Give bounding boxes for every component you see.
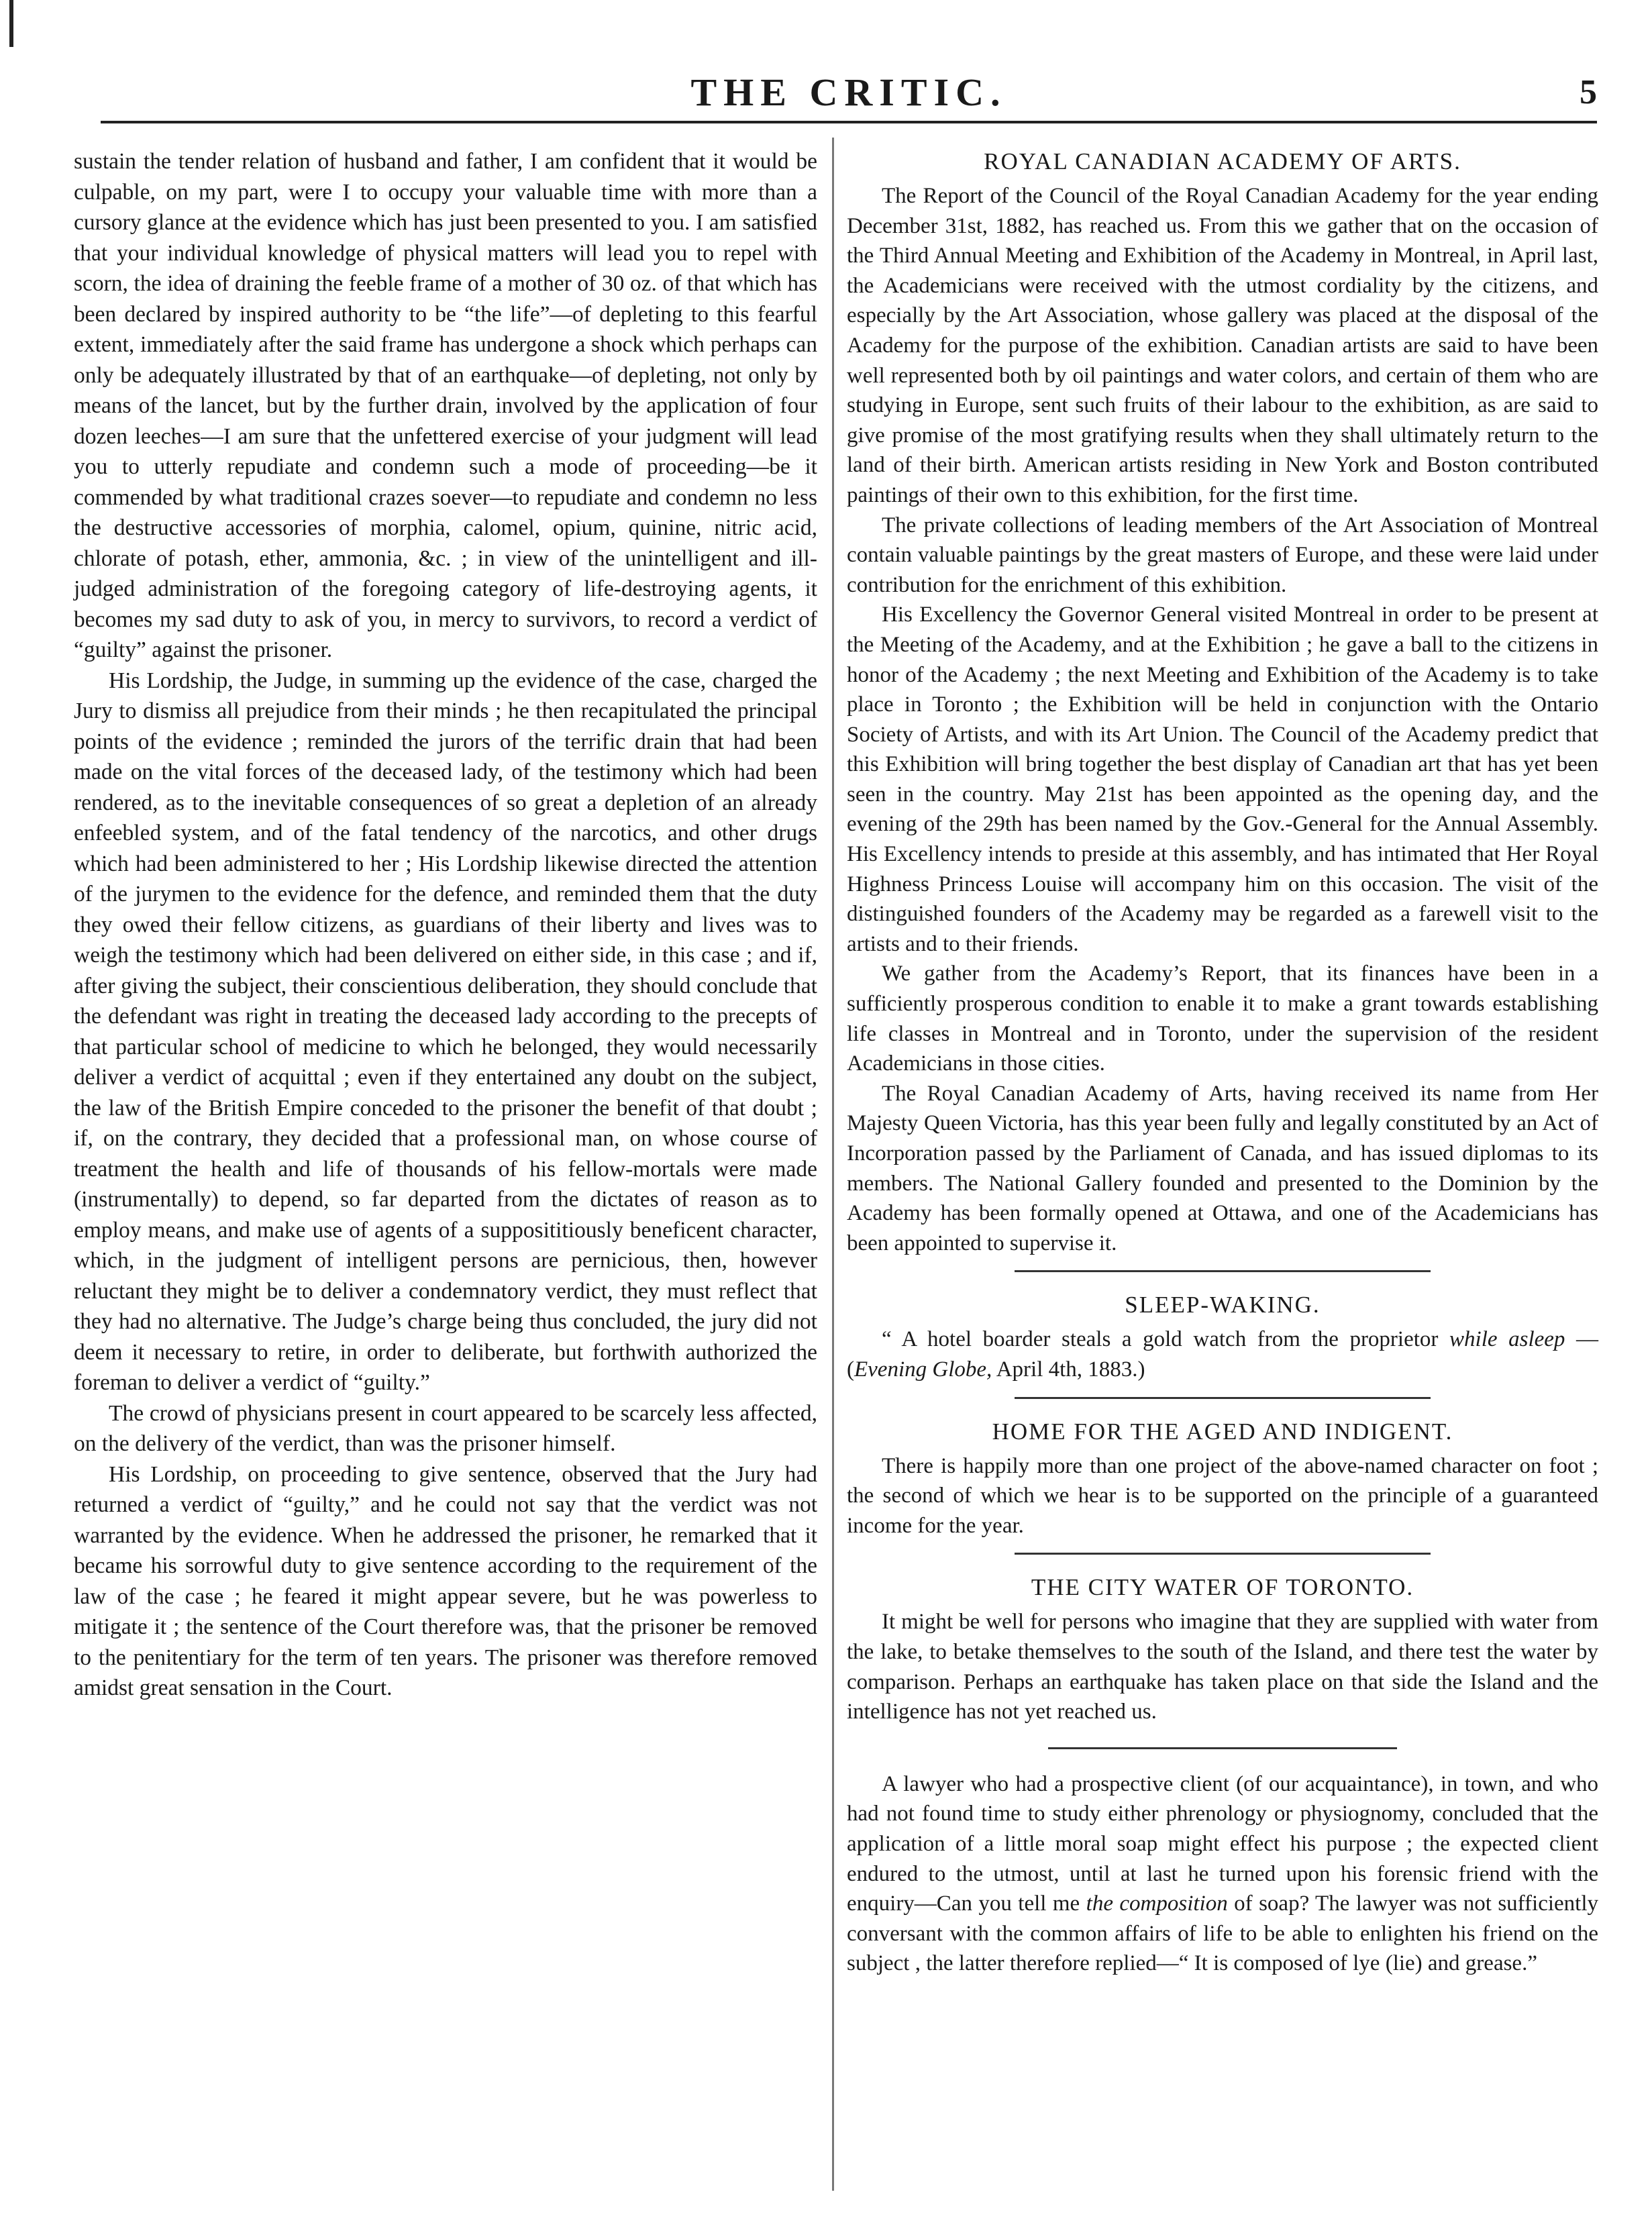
- home-heading: HOME FOR THE AGED AND INDIGENT.: [992, 1418, 1453, 1445]
- section-rule: [1015, 1553, 1431, 1555]
- lawyer-paragraph: [847, 1769, 1598, 1979]
- water-paragraph: It might be well for persons who imagine that they are supplied with water from the lake, to betake themselves to the south of the Island, and there test the water by comparison. Perhaps an earthquake has taken place on that side the Island and the intelligence has not yet reached us.: [847, 1610, 1598, 1724]
- page-number: 5: [1580, 73, 1597, 111]
- trial-paragraph-3: The crowd of physicians present in court appeared to be scarcely less affected, on the delivery of the verdict, than was the prisoner himself.: [74, 1400, 817, 1456]
- lawyer-text-b: of soap? The lawyer was not sufficiently conversant with the common affairs of life to be able to enlighten his friend on the subject , the latter therefore replied—“ It is composed of lye (lie) and grease.”: [847, 1891, 1599, 1976]
- home-paragraph: There is happily more than one project of the above-named character on foot ; the second of which we hear is to be supported on the principle of a guaranteed income for the year.: [847, 1453, 1598, 1538]
- page-header: [101, 67, 1597, 123]
- trial-paragraph-4: His Lordship, on proceeding to give sentence, observed that the Jury had returned a verdict of “guilty,” and he could not say that the verdict was not warranted by the evidence. When he addressed the prisoner, he remarked that it became his sorrowful duty to give sentence according to the requirement of the law of the case ; he feared it might appear severe, but he was powerless to mitigate it ; the sentence of the Court therefore was, that the prisoner be removed to the penitentiary for the term of ten years. The prisoner was therefore removed amidst great sensation in the Court.: [74, 1461, 817, 1700]
- section-rule: [1048, 1747, 1397, 1749]
- column-divider: [832, 138, 834, 2191]
- sleep-quote: “ A hotel boarder steals a gold watch from the proprietor: [882, 1327, 1439, 1352]
- academy-paragraph-1: The Report of the Council of the Royal Canadian Academy for the year ending December 31st, 1882, has reached us. From this we gather that on the occasion of the Third Annual Meeting and Exhibition of the Academy in Montreal, in April last, the Academicians were received with the utmost cordiality by the citizens, and especially by the Art Association, whose gallery was placed at the disposal of the Academy for the purpose of the exhibition. Canadian artists are said to have been well represented both by oil paintings and water colors, and certain of them who are studying in Europe, sent such fruits of their labour to the exhibition, as are said to give promise of the most gratifying results when they shall ultimately return to the land of their birth. American artists residing in New York and Boston contributed paintings of their own to this exhibition, for the first time.: [847, 184, 1598, 507]
- academy-paragraph-5: The Royal Canadian Academy of Arts, having received its name from Her Majesty Queen Victoria, has this year been fully and legally constituted by an Act of Incorporation passed by the Parliament of Canada, and has issued diplomas to its members. The National Gallery founded and presented to the Dominion by the Academy has been formally opened at Ottawa, and one of the Academicians has been appointed to supervise it.: [847, 1081, 1598, 1255]
- sleep-heading: SLEEP-WAKING.: [1125, 1292, 1321, 1318]
- academy-heading: ROYAL CANADIAN ACADEMY OF ARTS.: [984, 148, 1461, 174]
- right-column: [847, 146, 1598, 1979]
- sleep-quote-italic: while asleep: [1449, 1327, 1565, 1352]
- masthead-title: THE CRITIC.: [690, 70, 1007, 114]
- sleep-source: Evening Globe,: [854, 1357, 992, 1382]
- edge-mark: [9, 0, 13, 47]
- trial-paragraph-2: His Lordship, the Judge, in summing up the evidence of the case, charged the Jury to dismiss all prejudice from their minds ; he then recapitulated the principal points of the evidence ; reminded the jurors of the terrific drain that had been made on the vital forces of the deceased lady, of the testimony which had been rendered, as to the inevitable consequences of so great a depletion of an already enfeebled system, and of the fatal tendency of the narcotics, and other drugs which had been administered to her ; His Lordship likewise directed the attention of the jurymen to the evidence for the defence, and reminded them that the duty they owed their fellow citizens, as guardians of their liberty and lives was to weigh the testimony which had been delivered on either side, in this case ; and if, after giving the subject, their conscientious deliberation, they should conclude that the defendant was right in treating the deceased lady according to the precepts of that particular school of medicine to which he belonged, they would necessarily deliver a verdict of acquittal ; even if they entertained any doubt on the subject, the law of the British Empire conceded to the prisoner the benefit of that doubt ; if, on the contrary, they decided that a professional man, on whose course of treatment the health and life of thousands of his fellow-mortals were made (instrumentally) to depend, so far departed from the dictates of reason as to employ means, and make use of agents of a supposititiously beneficent character, which, in the judgment of intelligent persons are pernicious, then, however reluctant they might be to deliver a condemnatory verdict, they must reflect that they had no alternative. The Judge’s charge being thus concluded, the jury did not deem it necessary to retire, in order to deliberate, but forthwith authorized the foreman to deliver a verdict of “guilty.”: [74, 668, 817, 1395]
- lawyer-text-a: A lawyer who had a prospective client (of our acquaintance), in town, and who had not found time to study either phrenology or physiognomy, concluded that the application of a little moral soap might effect his purpose ; the expected client endured to the utmost, until at last he turned upon his forensic friend with the enquiry—Can you tell me: [847, 1771, 1598, 1916]
- water-heading: THE CITY WATER OF TORONTO.: [1031, 1574, 1414, 1601]
- section-rule: [1015, 1270, 1431, 1272]
- lawyer-text-italic: the composition: [1086, 1891, 1228, 1916]
- academy-paragraph-4: We gather from the Academy’s Report, that its finances have been in a sufficiently prosperous condition to enable it to make a grant towards establishing life classes in Montreal and in Toronto, under the supervision of the resident Academicians in those cities.: [847, 962, 1598, 1076]
- trial-paragraph-1: sustain the tender relation of husband and father, I am confident that it would be culpable, on my part, were I to occupy your valuable time with more than a cursory glance at the evidence which has just been presented to you. I am satisfied that your individual knowledge of physical matters will lead you to repel with scorn, the idea of draining the feeble frame of a mother of 30 oz. of that which has been declared by inspired authority to be “the life”—of depleting to this fearful extent, immediately after the said frame has undergone a shock which perhaps can only be adequately illustrated by that of an earthquake—of depleting, not only by means of the lancet, but by the further drain, involved by the application of four dozen leeches—I am sure that the unfettered exercise of your judgment will lead you to utterly repudiate and condemn such a mode of proceeding—be it commended by what traditional crazes soever—to repudiate and condemn no less the destructive accessories of morphia, calomel, opium, quinine, nitric acid, chlorate of potash, ether, ammonia, &c. ; in view of the unintelligent and ill-judged administration of the foregoing category of life-destroying agents, it becomes my sad duty to ask of you, in mercy to survivors, to record a verdict of “guilty” against the prisoner.: [74, 149, 817, 662]
- academy-paragraph-3: His Excellency the Governor General visited Montreal in order to be present at the Meeting of the Academy, and at the Exhibition ; he gave a ball to the citizens in honor of the Academy ; the next Meeting and Exhibition of the Academy is to take place in Toronto ; the Exhibition will be held in conjunction with the Ontario Society of Artists, and with its Art Union. The Council of the Academy predict that this Exhibition will bring together the best display of Canadian art that has yet been seen in the country. May 21st has been appointed as the opening day, and the evening of the 29th has been named by the Gov.-General for the Annual Assembly. His Excellency intends to preside at this assembly, and has intimated that Her Royal Highness Princess Louise will accompany him on this occasion. The visit of the distinguished founders of the Academy may be regarded as a farewell visit to the artists and to their friends.: [847, 603, 1598, 956]
- section-rule: [1015, 1397, 1431, 1399]
- sleep-date: April 4th, 1883.): [996, 1357, 1145, 1382]
- sleep-paragraph: “ A hotel boarder steals a gold watch from the proprietor while asleep —(Evening Globe, April 4th, 1883.): [847, 1327, 1599, 1382]
- left-column: [74, 146, 817, 1704]
- academy-paragraph-2: The private collections of leading members of the Art Association of Montreal contain valuable paintings by the great masters of Europe, and these were laid under contribution for the enrichment of this exhibition.: [847, 513, 1598, 597]
